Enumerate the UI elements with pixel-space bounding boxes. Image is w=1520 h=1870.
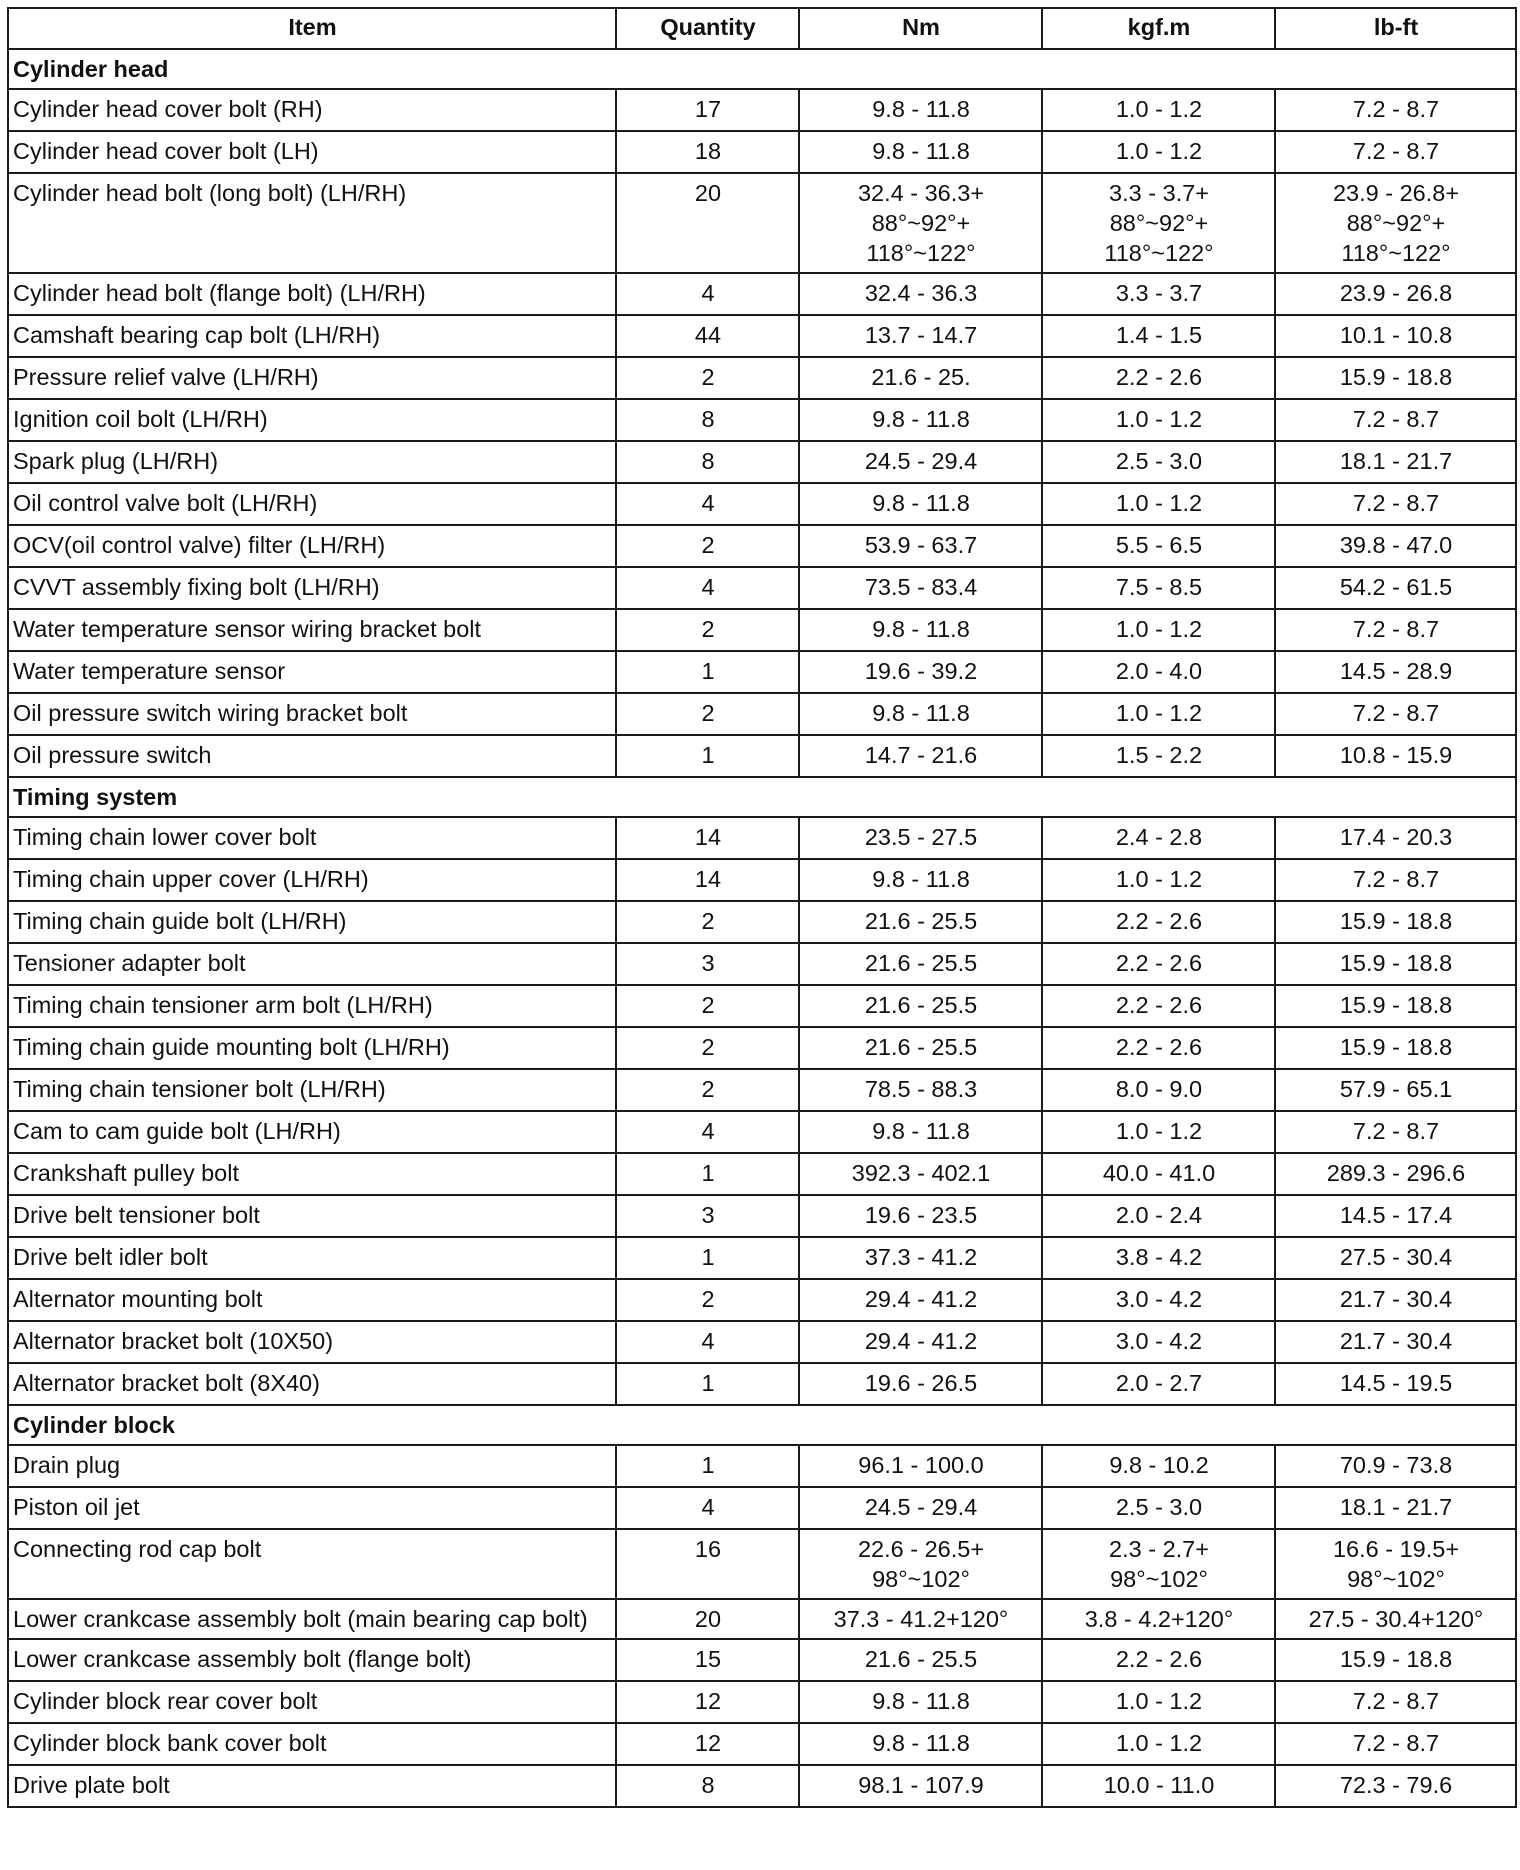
cell-quantity: 2 (616, 1027, 799, 1069)
cell-quantity: 1 (616, 735, 799, 777)
cell-quantity: 20 (616, 1599, 799, 1639)
cell-nm: 32.4 - 36.3 (799, 273, 1042, 315)
cell-kgfm: 2.2 - 2.6 (1042, 943, 1275, 985)
cell-lbft: 23.9 - 26.8 (1275, 273, 1516, 315)
cell-nm: 24.5 - 29.4 (799, 1487, 1042, 1529)
section-row (8, 49, 1516, 89)
cell-item: Pressure relief valve (LH/RH) (8, 357, 616, 399)
cell-item: Cam to cam guide bolt (LH/RH) (8, 1111, 616, 1153)
cell-quantity: 12 (616, 1723, 799, 1765)
cell-item: Cylinder head bolt (long bolt) (LH/RH) (8, 173, 616, 273)
header-quantity: Quantity (616, 8, 799, 49)
cell-quantity: 8 (616, 399, 799, 441)
cell-quantity: 1 (616, 651, 799, 693)
cell-lbft: 15.9 - 18.8 (1275, 985, 1516, 1027)
cell-item: Timing chain guide bolt (LH/RH) (8, 901, 616, 943)
cell-lbft: 7.2 - 8.7 (1275, 399, 1516, 441)
cell-item: Tensioner adapter bolt (8, 943, 616, 985)
cell-lbft: 54.2 - 61.5 (1275, 567, 1516, 609)
cell-nm: 21.6 - 25.5 (799, 901, 1042, 943)
cell-kgfm: 2.3 - 2.7+ 98°~102° (1042, 1529, 1275, 1599)
cell-nm: 19.6 - 23.5 (799, 1195, 1042, 1237)
cell-nm: 22.6 - 26.5+ 98°~102° (799, 1529, 1042, 1599)
cell-quantity: 2 (616, 901, 799, 943)
cell-quantity: 2 (616, 985, 799, 1027)
cell-item: Water temperature sensor wiring bracket bolt (8, 609, 616, 651)
cell-kgfm: 1.0 - 1.2 (1042, 693, 1275, 735)
cell-quantity: 4 (616, 567, 799, 609)
cell-nm: 392.3 - 402.1 (799, 1153, 1042, 1195)
cell-kgfm: 7.5 - 8.5 (1042, 567, 1275, 609)
table-row (8, 399, 1516, 441)
cell-nm: 21.6 - 25.5 (799, 1027, 1042, 1069)
cell-nm: 13.7 - 14.7 (799, 315, 1042, 357)
cell-nm: 9.8 - 11.8 (799, 131, 1042, 173)
table-row (8, 1237, 1516, 1279)
cell-item: Timing chain tensioner bolt (LH/RH) (8, 1069, 616, 1111)
cell-kgfm: 2.0 - 2.7 (1042, 1363, 1275, 1405)
cell-kgfm: 3.3 - 3.7+ 88°~92°+ 118°~122° (1042, 173, 1275, 273)
table-row (8, 735, 1516, 777)
table-row (8, 1069, 1516, 1111)
section-title: Timing system (8, 777, 1516, 817)
cell-nm: 14.7 - 21.6 (799, 735, 1042, 777)
cell-lbft: 18.1 - 21.7 (1275, 1487, 1516, 1529)
cell-item: CVVT assembly fixing bolt (LH/RH) (8, 567, 616, 609)
cell-nm: 96.1 - 100.0 (799, 1445, 1042, 1487)
cell-quantity: 18 (616, 131, 799, 173)
table-row (8, 817, 1516, 859)
section-row (8, 777, 1516, 817)
table-row (8, 131, 1516, 173)
table-row (8, 1279, 1516, 1321)
cell-kgfm: 1.0 - 1.2 (1042, 609, 1275, 651)
cell-quantity: 20 (616, 173, 799, 273)
table-row (8, 173, 1516, 273)
cell-lbft: 7.2 - 8.7 (1275, 89, 1516, 131)
cell-quantity: 3 (616, 1195, 799, 1237)
cell-lbft: 10.8 - 15.9 (1275, 735, 1516, 777)
cell-quantity: 2 (616, 609, 799, 651)
cell-kgfm: 3.8 - 4.2+120° (1042, 1599, 1275, 1639)
cell-lbft: 21.7 - 30.4 (1275, 1279, 1516, 1321)
section-title: Cylinder block (8, 1405, 1516, 1445)
cell-quantity: 3 (616, 943, 799, 985)
table-row (8, 1487, 1516, 1529)
table-row (8, 89, 1516, 131)
cell-item: Drive belt idler bolt (8, 1237, 616, 1279)
table-row (8, 1111, 1516, 1153)
cell-item: Drive belt tensioner bolt (8, 1195, 616, 1237)
cell-nm: 9.8 - 11.8 (799, 693, 1042, 735)
table-body (8, 49, 1516, 1807)
cell-lbft: 16.6 - 19.5+ 98°~102° (1275, 1529, 1516, 1599)
table-row (8, 985, 1516, 1027)
cell-lbft: 23.9 - 26.8+ 88°~92°+ 118°~122° (1275, 173, 1516, 273)
cell-lbft: 27.5 - 30.4 (1275, 1237, 1516, 1279)
cell-kgfm: 2.5 - 3.0 (1042, 441, 1275, 483)
cell-kgfm: 1.0 - 1.2 (1042, 89, 1275, 131)
table-row (8, 651, 1516, 693)
cell-nm: 9.8 - 11.8 (799, 1111, 1042, 1153)
cell-kgfm: 1.4 - 1.5 (1042, 315, 1275, 357)
table-row (8, 859, 1516, 901)
cell-quantity: 4 (616, 483, 799, 525)
table-row (8, 943, 1516, 985)
cell-kgfm: 1.0 - 1.2 (1042, 483, 1275, 525)
table-row (8, 1765, 1516, 1807)
cell-nm: 21.6 - 25.5 (799, 1639, 1042, 1681)
cell-item: Cylinder block rear cover bolt (8, 1681, 616, 1723)
cell-nm: 9.8 - 11.8 (799, 609, 1042, 651)
cell-lbft: 57.9 - 65.1 (1275, 1069, 1516, 1111)
table-row (8, 567, 1516, 609)
cell-lbft: 70.9 - 73.8 (1275, 1445, 1516, 1487)
cell-nm: 9.8 - 11.8 (799, 859, 1042, 901)
cell-lbft: 7.2 - 8.7 (1275, 693, 1516, 735)
cell-quantity: 2 (616, 525, 799, 567)
cell-item: Oil control valve bolt (LH/RH) (8, 483, 616, 525)
cell-lbft: 7.2 - 8.7 (1275, 859, 1516, 901)
cell-nm: 32.4 - 36.3+ 88°~92°+ 118°~122° (799, 173, 1042, 273)
cell-lbft: 7.2 - 8.7 (1275, 1723, 1516, 1765)
table-row (8, 1445, 1516, 1487)
cell-nm: 19.6 - 39.2 (799, 651, 1042, 693)
cell-item: Drain plug (8, 1445, 616, 1487)
table-row (8, 1363, 1516, 1405)
cell-item: Alternator bracket bolt (10X50) (8, 1321, 616, 1363)
cell-item: Water temperature sensor (8, 651, 616, 693)
cell-lbft: 7.2 - 8.7 (1275, 609, 1516, 651)
cell-kgfm: 3.0 - 4.2 (1042, 1321, 1275, 1363)
cell-lbft: 14.5 - 17.4 (1275, 1195, 1516, 1237)
table-row (8, 1027, 1516, 1069)
table-row (8, 1153, 1516, 1195)
cell-lbft: 21.7 - 30.4 (1275, 1321, 1516, 1363)
cell-kgfm: 1.0 - 1.2 (1042, 399, 1275, 441)
cell-nm: 9.8 - 11.8 (799, 1681, 1042, 1723)
cell-lbft: 18.1 - 21.7 (1275, 441, 1516, 483)
table-row (8, 693, 1516, 735)
cell-kgfm: 1.0 - 1.2 (1042, 1111, 1275, 1153)
cell-nm: 21.6 - 25.5 (799, 943, 1042, 985)
cell-item: Oil pressure switch wiring bracket bolt (8, 693, 616, 735)
cell-quantity: 4 (616, 1321, 799, 1363)
cell-nm: 9.8 - 11.8 (799, 1723, 1042, 1765)
table-row (8, 1195, 1516, 1237)
cell-quantity: 4 (616, 1111, 799, 1153)
cell-nm: 23.5 - 27.5 (799, 817, 1042, 859)
header-item: Item (8, 8, 616, 49)
cell-quantity: 17 (616, 89, 799, 131)
cell-lbft: 10.1 - 10.8 (1275, 315, 1516, 357)
cell-kgfm: 8.0 - 9.0 (1042, 1069, 1275, 1111)
cell-quantity: 16 (616, 1529, 799, 1599)
cell-nm: 73.5 - 83.4 (799, 567, 1042, 609)
cell-nm: 21.6 - 25. (799, 357, 1042, 399)
cell-item: Timing chain guide mounting bolt (LH/RH) (8, 1027, 616, 1069)
cell-item: Oil pressure switch (8, 735, 616, 777)
table-row (8, 1599, 1516, 1639)
table-row (8, 1529, 1516, 1599)
cell-nm: 98.1 - 107.9 (799, 1765, 1042, 1807)
cell-kgfm: 5.5 - 6.5 (1042, 525, 1275, 567)
cell-item: Timing chain tensioner arm bolt (LH/RH) (8, 985, 616, 1027)
cell-nm: 24.5 - 29.4 (799, 441, 1042, 483)
cell-lbft: 39.8 - 47.0 (1275, 525, 1516, 567)
cell-lbft: 15.9 - 18.8 (1275, 1027, 1516, 1069)
section-title: Cylinder head (8, 49, 1516, 89)
cell-item: Cylinder head cover bolt (LH) (8, 131, 616, 173)
cell-item: Ignition coil bolt (LH/RH) (8, 399, 616, 441)
cell-item: Drive plate bolt (8, 1765, 616, 1807)
cell-item: Camshaft bearing cap bolt (LH/RH) (8, 315, 616, 357)
cell-lbft: 7.2 - 8.7 (1275, 483, 1516, 525)
cell-nm: 29.4 - 41.2 (799, 1321, 1042, 1363)
table-row (8, 315, 1516, 357)
cell-quantity: 2 (616, 357, 799, 399)
cell-kgfm: 9.8 - 10.2 (1042, 1445, 1275, 1487)
cell-quantity: 44 (616, 315, 799, 357)
cell-nm: 37.3 - 41.2 (799, 1237, 1042, 1279)
cell-nm: 53.9 - 63.7 (799, 525, 1042, 567)
table-row (8, 273, 1516, 315)
header-nm: Nm (799, 8, 1042, 49)
cell-quantity: 2 (616, 1069, 799, 1111)
cell-item: Lower crankcase assembly bolt (main bearing cap bolt) (8, 1599, 616, 1639)
cell-lbft: 72.3 - 79.6 (1275, 1765, 1516, 1807)
cell-nm: 19.6 - 26.5 (799, 1363, 1042, 1405)
table-row (8, 901, 1516, 943)
cell-quantity: 2 (616, 693, 799, 735)
cell-item: Alternator bracket bolt (8X40) (8, 1363, 616, 1405)
header-kgfm: kgf.m (1042, 8, 1275, 49)
cell-kgfm: 40.0 - 41.0 (1042, 1153, 1275, 1195)
cell-kgfm: 2.2 - 2.6 (1042, 985, 1275, 1027)
table-row (8, 357, 1516, 399)
cell-lbft: 15.9 - 18.8 (1275, 901, 1516, 943)
cell-kgfm: 3.0 - 4.2 (1042, 1279, 1275, 1321)
table-row (8, 609, 1516, 651)
cell-nm: 9.8 - 11.8 (799, 483, 1042, 525)
cell-kgfm: 1.0 - 1.2 (1042, 859, 1275, 901)
cell-quantity: 1 (616, 1363, 799, 1405)
cell-nm: 37.3 - 41.2+120° (799, 1599, 1042, 1639)
cell-kgfm: 3.3 - 3.7 (1042, 273, 1275, 315)
table-row (8, 1681, 1516, 1723)
cell-kgfm: 2.5 - 3.0 (1042, 1487, 1275, 1529)
cell-item: Cylinder head cover bolt (RH) (8, 89, 616, 131)
cell-kgfm: 2.2 - 2.6 (1042, 901, 1275, 943)
cell-quantity: 8 (616, 1765, 799, 1807)
header-lbft: lb-ft (1275, 8, 1516, 49)
table-row (8, 1723, 1516, 1765)
cell-item: Piston oil jet (8, 1487, 616, 1529)
cell-lbft: 15.9 - 18.8 (1275, 943, 1516, 985)
cell-item: Lower crankcase assembly bolt (flange bolt) (8, 1639, 616, 1681)
cell-item: Spark plug (LH/RH) (8, 441, 616, 483)
cell-item: Alternator mounting bolt (8, 1279, 616, 1321)
cell-item: Timing chain lower cover bolt (8, 817, 616, 859)
cell-kgfm: 1.0 - 1.2 (1042, 1723, 1275, 1765)
cell-nm: 9.8 - 11.8 (799, 89, 1042, 131)
cell-nm: 21.6 - 25.5 (799, 985, 1042, 1027)
cell-kgfm: 2.4 - 2.8 (1042, 817, 1275, 859)
cell-quantity: 1 (616, 1237, 799, 1279)
cell-lbft: 289.3 - 296.6 (1275, 1153, 1516, 1195)
cell-kgfm: 1.0 - 1.2 (1042, 131, 1275, 173)
cell-lbft: 7.2 - 8.7 (1275, 1681, 1516, 1723)
cell-kgfm: 2.2 - 2.6 (1042, 1639, 1275, 1681)
cell-quantity: 8 (616, 441, 799, 483)
cell-item: Crankshaft pulley bolt (8, 1153, 616, 1195)
cell-item: Cylinder head bolt (flange bolt) (LH/RH) (8, 273, 616, 315)
table-row (8, 483, 1516, 525)
cell-lbft: 14.5 - 19.5 (1275, 1363, 1516, 1405)
cell-nm: 9.8 - 11.8 (799, 399, 1042, 441)
cell-lbft: 7.2 - 8.7 (1275, 131, 1516, 173)
cell-item: Timing chain upper cover (LH/RH) (8, 859, 616, 901)
cell-kgfm: 2.2 - 2.6 (1042, 357, 1275, 399)
cell-lbft: 17.4 - 20.3 (1275, 817, 1516, 859)
cell-kgfm: 2.0 - 2.4 (1042, 1195, 1275, 1237)
cell-lbft: 27.5 - 30.4+120° (1275, 1599, 1516, 1639)
cell-quantity: 15 (616, 1639, 799, 1681)
cell-nm: 29.4 - 41.2 (799, 1279, 1042, 1321)
cell-lbft: 14.5 - 28.9 (1275, 651, 1516, 693)
cell-quantity: 2 (616, 1279, 799, 1321)
table-row (8, 525, 1516, 567)
cell-quantity: 12 (616, 1681, 799, 1723)
torque-spec-table (7, 7, 1517, 1808)
cell-quantity: 1 (616, 1445, 799, 1487)
cell-quantity: 4 (616, 273, 799, 315)
cell-kgfm: 2.2 - 2.6 (1042, 1027, 1275, 1069)
torque-spec-table-wrapper (7, 7, 1515, 1808)
section-row (8, 1405, 1516, 1445)
cell-kgfm: 10.0 - 11.0 (1042, 1765, 1275, 1807)
cell-lbft: 7.2 - 8.7 (1275, 1111, 1516, 1153)
table-row (8, 1321, 1516, 1363)
cell-lbft: 15.9 - 18.8 (1275, 1639, 1516, 1681)
cell-quantity: 4 (616, 1487, 799, 1529)
cell-nm: 78.5 - 88.3 (799, 1069, 1042, 1111)
cell-lbft: 15.9 - 18.8 (1275, 357, 1516, 399)
table-row (8, 441, 1516, 483)
cell-item: Connecting rod cap bolt (8, 1529, 616, 1599)
cell-quantity: 1 (616, 1153, 799, 1195)
cell-quantity: 14 (616, 817, 799, 859)
cell-item: OCV(oil control valve) filter (LH/RH) (8, 525, 616, 567)
cell-item: Cylinder block bank cover bolt (8, 1723, 616, 1765)
cell-quantity: 14 (616, 859, 799, 901)
cell-kgfm: 1.5 - 2.2 (1042, 735, 1275, 777)
header-row (8, 8, 1516, 49)
cell-kgfm: 3.8 - 4.2 (1042, 1237, 1275, 1279)
cell-kgfm: 1.0 - 1.2 (1042, 1681, 1275, 1723)
table-row (8, 1639, 1516, 1681)
cell-kgfm: 2.0 - 4.0 (1042, 651, 1275, 693)
